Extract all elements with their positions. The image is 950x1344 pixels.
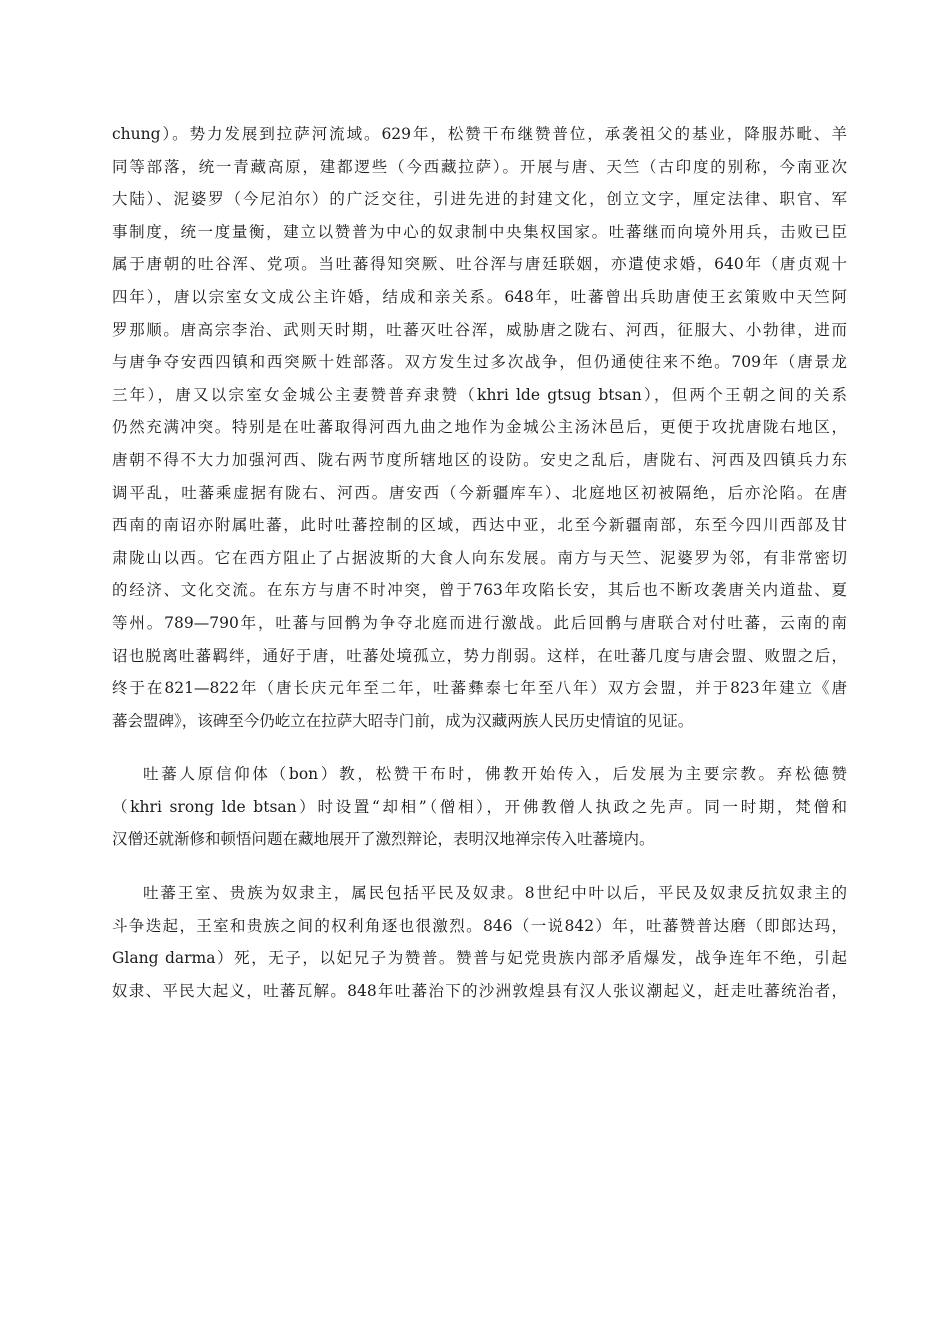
text-line: 事制度，统一度量衡，建立以赞普为中心的奴隶制中央集权国家。吐蕃继而向境外用兵，击败已臣 [112, 222, 847, 241]
text-line: 调平乱，吐蕃乘虚据有陇右、河西。唐安西（今新疆库车）、北庭地区初被隔绝，后亦沦陷。在唐 [112, 483, 847, 502]
text-line: 蕃会盟碑》，该碑至今仍屹立在拉萨大昭寺门前，成为汉藏两族人民历史情谊的见证。 [112, 711, 694, 730]
text-line: chung）。势力发展到拉萨河流域。629年，松赞干布继赞普位，承袭祖父的基业，降服苏毗、羊 [112, 125, 847, 143]
text-line: 肃陇山以西。它在西方阻止了占据波斯的大食人向东发展。南方与天竺、泥婆罗为邻，有非常密切 [112, 548, 847, 567]
text-line: 诏也脱离吐蕃羁绊，通好于唐，吐蕃处境孤立，势力削弱。这样，在吐蕃几度与唐会盟、败盟之后， [112, 646, 847, 665]
text-line: 同等部落，统一青藏高原，建都逻些（今西藏拉萨）。开展与唐、天竺（古印度的别称，今南亚次 [112, 157, 847, 176]
text-line: 奴隶、平民大起义，吐蕃瓦解。848年吐蕃治下的沙洲敦煌县有汉人张议潮起义，赶走吐蕃统治者， [112, 981, 847, 1000]
text-line: 与唐争夺安西四镇和西突厥十姓部落。双方发生过多次战争，但仍通使往来不绝。709年（唐景龙 [112, 353, 847, 372]
text-line: 吐蕃王室、贵族为奴隶主，属民包括平民及奴隶。8世纪中叶以后，平民及奴隶反抗奴隶主的 [143, 884, 847, 903]
text-line: 斗争迭起，王室和贵族之间的权利角逐也很激烈。846（一说842）年，吐蕃赞普达磨（即郎达玛， [112, 916, 847, 935]
paragraph-tubo-history [112, 118, 847, 737]
text-line: （khri srong lde btsan）时设置“却相”（僧相），开佛教僧人执政之先声。同一时期，梵僧和 [112, 797, 847, 816]
text-line: Glang darma）死，无子，以妃兄子为赞普。赞普与妃党贵族内部矛盾爆发，战争连年不绝，引起 [112, 949, 847, 968]
document-page [112, 118, 847, 1028]
text-line: 等州。789—790年，吐蕃与回鹘为争夺北庭而进行激战。此后回鹘与唐联合对付吐蕃，云南的南 [112, 613, 847, 632]
text-line: 大陆）、泥婆罗（今尼泊尔）的广泛交往，引进先进的封建文化，创立文字，厘定法律、职官、军 [112, 190, 847, 209]
text-line: 终于在821—822年（唐长庆元年至二年，吐蕃彝泰七年至八年）双方会盟，并于823年建立《唐 [112, 679, 847, 698]
text-line: 罗那顺。唐高宗李治、武则天时期，吐蕃灭吐谷浑，威胁唐之陇右、河西，征服大、小勃律，进而 [112, 320, 847, 339]
text-line: 仍然充满冲突。特别是在吐蕃取得河西九曲之地作为金城公主汤沐邑后，更便于攻扰唐陇右地区， [112, 418, 847, 437]
text-line: 的经济、文化交流。在东方与唐不时冲突，曾于763年攻陷长安，其后也不断攻袭唐关内道盐、夏 [112, 581, 847, 600]
text-line: 属于唐朝的吐谷浑、党项。当吐蕃得知突厥、吐谷浑与唐廷联姻，亦遣使求婚，640年（唐贞观十 [112, 255, 847, 274]
text-line: 吐蕃人原信仰体（bon）教，松赞干布时，佛教开始传入，后发展为主要宗教。弃松德赞 [143, 765, 847, 784]
text-line: 汉僧还就渐修和顿悟问题在藏地展开了激烈辩论，表明汉地禅宗传入吐蕃境内。 [112, 830, 655, 849]
text-line: 唐朝不得不大力加强河西、陇右两节度所辖地区的设防。安史之乱后，唐陇右、河西及四镇兵力东 [112, 450, 847, 469]
paragraph-tubo-religion [112, 758, 847, 856]
text-line: 西南的南诏亦附属吐蕃，此时吐蕃控制的区域，西达中亚，北至今新疆南部，东至今四川西部及甘 [112, 516, 847, 535]
text-line: 四年），唐以宗室女文成公主许婚，结成和亲关系。648年，吐蕃曾出兵助唐使王玄策败中天竺阿 [112, 287, 847, 306]
paragraph-tubo-society [112, 877, 847, 1007]
text-line: 三年），唐又以宗室女金城公主妻赞普弃隶赞（khri lde gtsug btsan），但两个王朝之间的关系 [112, 385, 847, 404]
